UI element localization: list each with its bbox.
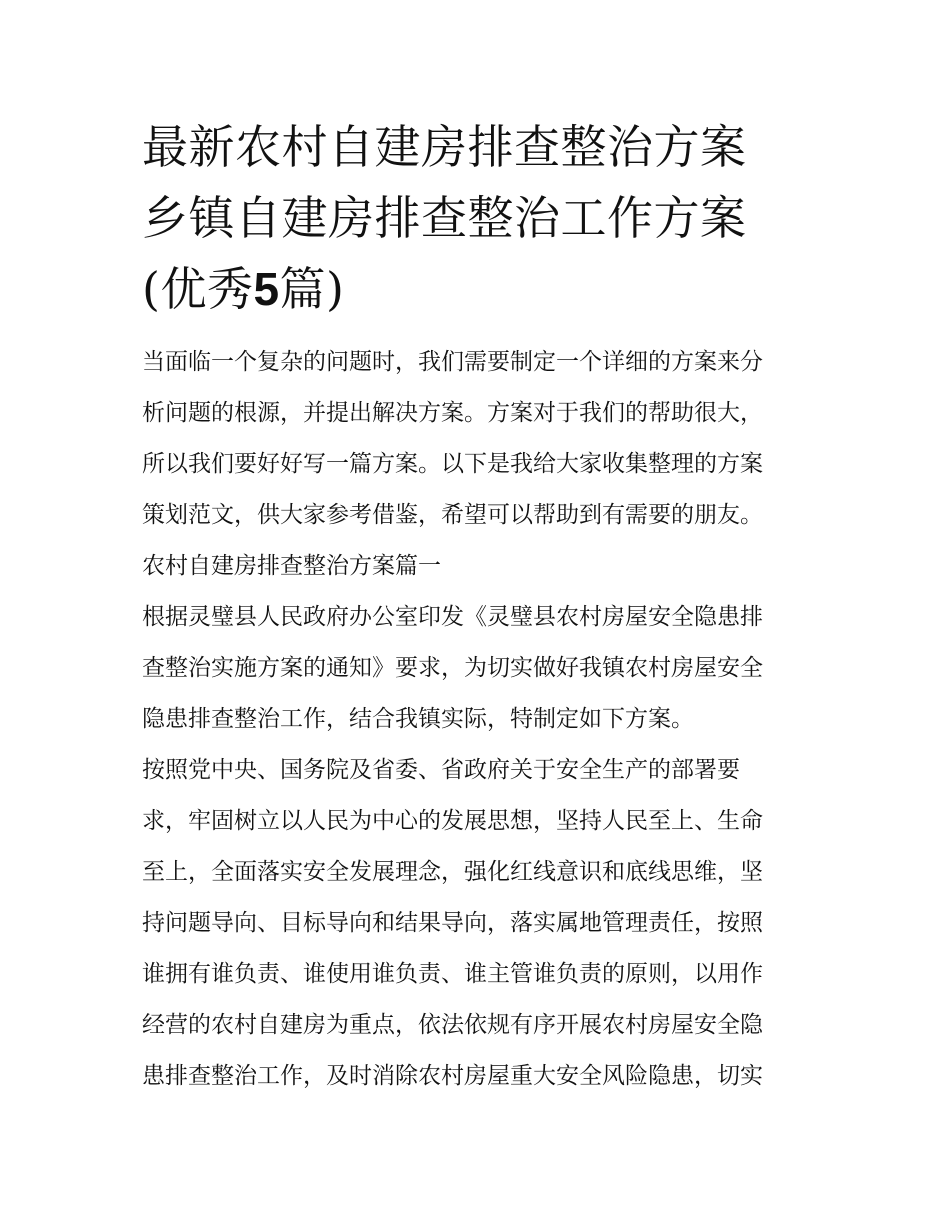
paragraph-2 (142, 745, 812, 1102)
paragraph-line: 隐患排查整治工作，结合我镇实际，特制定如下方案。 (142, 706, 694, 732)
intro-line: 当面临一个复杂的问题时，我们需要制定一个详细的方案来分 (142, 349, 763, 375)
section-heading-text: 农村自建房排查整治方案篇一 (142, 553, 441, 579)
paragraph-line: 经营的农村自建房为重点，依法依规有序开展农村房屋安全隐 (142, 1012, 763, 1038)
paragraph-line: 患排查整治工作，及时消除农村房屋重大安全风险隐患，切实 (142, 1063, 763, 1089)
intro-line: 所以我们要好好写一篇方案。以下是我给大家收集整理的方案 (142, 451, 763, 477)
paragraph-line: 持问题导向、目标导向和结果导向，落实属地管理责任，按照 (142, 910, 763, 936)
paragraph-line: 求，牢固树立以人民为中心的发展思想，坚持人民至上、生命 (142, 808, 763, 834)
paragraph-line: 谁拥有谁负责、谁使用谁负责、谁主管谁负责的原则，以用作 (142, 961, 763, 987)
paragraph-line: 至上，全面落实安全发展理念，强化红线意识和底线思维，坚 (142, 859, 763, 885)
section-heading (142, 541, 812, 592)
paragraph-line: 查整治实施方案的通知》要求，为切实做好我镇农村房屋安全 (142, 655, 763, 681)
paragraph-line: 根据灵璧县人民政府办公室印发《灵璧县农村房屋安全隐患排 (142, 604, 763, 630)
document-title (142, 112, 812, 325)
paragraph-line: 按照党中央、国务院及省委、省政府关于安全生产的部署要 (142, 757, 740, 783)
title-line-2: 乡镇自建房排查整治工作方案 (142, 191, 747, 245)
paragraph-1 (142, 592, 812, 745)
title-line-3 (142, 254, 812, 325)
document-content (142, 112, 812, 1102)
document-body (142, 337, 812, 1102)
title-count: 5 (253, 263, 280, 315)
title-line-3-suffix: 篇) (279, 262, 345, 316)
intro-paragraph (142, 337, 812, 541)
intro-line: 策划范文，供大家参考借鉴，希望可以帮助到有需要的朋友。 (142, 502, 763, 528)
intro-line: 析问题的根源，并提出解决方案。方案对于我们的帮助很大， (142, 400, 763, 426)
title-line-1: 最新农村自建房排查整治方案 (142, 120, 747, 174)
title-line-3-prefix: (优秀 (142, 262, 254, 316)
